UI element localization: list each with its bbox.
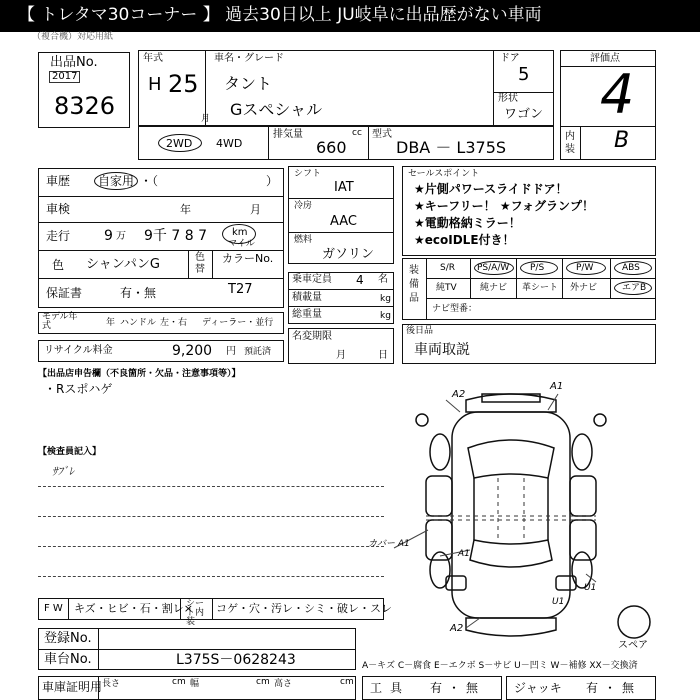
- postnote-label: 後日品: [406, 326, 434, 336]
- equip-abs: ABS: [622, 263, 640, 273]
- cert-length-unit: cm: [172, 677, 186, 687]
- mileage-unit-mile: マイル: [228, 239, 255, 249]
- jack-value: 有・無: [586, 681, 641, 695]
- recycle-label: リサイクル料金: [44, 345, 113, 356]
- equip-leather: 革シート: [522, 283, 559, 293]
- wheel-fr: [572, 434, 592, 470]
- sales-points-label: セールスポイント: [408, 169, 480, 179]
- chassis-value: L375S－0628243: [176, 652, 296, 668]
- cert-length: 長さ: [102, 679, 121, 689]
- tools-label: 工具: [370, 681, 411, 695]
- rear-bumper: [466, 618, 556, 636]
- equip-sr: S/R: [440, 263, 455, 273]
- damage-mark-a1-front: A1: [550, 381, 564, 392]
- year-label: 年式: [143, 53, 163, 64]
- cc-unit: cc: [352, 128, 362, 138]
- mileage-rest: 9千 7 8 7: [144, 228, 207, 244]
- handle-value: 左・右: [160, 318, 188, 328]
- cooler-label: 冷房: [294, 201, 313, 211]
- score-label: 評価点: [590, 53, 620, 64]
- front-bumper: [466, 394, 556, 412]
- spare-tire: [618, 606, 650, 638]
- inspection-year: 年: [180, 203, 191, 216]
- postnote-value: 車両取説: [414, 342, 470, 358]
- displacement-value: 660: [316, 138, 347, 157]
- model-year-label: モデル年式: [42, 312, 78, 331]
- cert-height-unit: cm: [340, 677, 354, 687]
- month-label: 月: [201, 114, 211, 124]
- side-right-front: [570, 476, 596, 516]
- mileage-label: 走行: [46, 229, 71, 243]
- load-unit: kg: [380, 294, 391, 304]
- fw-value: キズ・ヒビ・石・割レ×: [74, 602, 193, 615]
- interior-label: 内装: [565, 131, 575, 155]
- shape-value: ワゴン: [504, 107, 544, 122]
- spare-label: スペア: [618, 640, 648, 651]
- model-year-unit: 年: [106, 318, 116, 328]
- drive-2wd: 2WD: [166, 137, 193, 150]
- handle-label: ハンドル: [120, 318, 157, 328]
- cert-width-unit: cm: [256, 677, 270, 687]
- top-left-note: （複合機）対応用紙: [32, 32, 114, 42]
- name-label: 車名・グレード: [214, 53, 284, 64]
- sales-point-3: ★電動格納ミラー！: [414, 216, 521, 230]
- cooler-value: AAC: [330, 214, 357, 229]
- year-era: H: [148, 74, 162, 95]
- color-label: 色: [52, 258, 65, 272]
- seat-value: コゲ・穴・汚レ・シミ・破レ・スレ: [216, 602, 392, 615]
- damage-mark-a2-rear: A2: [450, 623, 464, 634]
- equip-pw: P/W: [576, 263, 594, 273]
- fw-label: F W: [44, 603, 63, 614]
- deadline-label: 名変期限: [292, 331, 332, 342]
- notes-label: 【出品店申告欄（不良箇所・欠品・注意事項等）】: [38, 369, 241, 379]
- year-value: 25: [168, 70, 199, 98]
- side-left-rear: [426, 520, 452, 560]
- car-windshield: [468, 440, 554, 478]
- wheel-fl: [430, 434, 450, 470]
- capacity-unit: 名: [378, 274, 388, 285]
- doors-label: ドア: [500, 53, 520, 64]
- weight-unit: kg: [380, 311, 391, 321]
- recycle-note: 預託済: [244, 347, 272, 357]
- history-private: 自家用: [98, 174, 135, 188]
- history-rest: ・（ ）: [140, 174, 279, 188]
- tools-value: 有・無: [430, 681, 485, 695]
- wheel-rl: [430, 552, 450, 588]
- sales-point-4: ★ecoIDLE付き！: [414, 233, 515, 247]
- equip-tv: 純TV: [436, 283, 457, 293]
- history-label: 車歴: [46, 174, 71, 188]
- damage-mark-a2-front: A2: [452, 389, 466, 400]
- weight-label: 総重量: [292, 309, 322, 320]
- car-grade: Gスペシャル: [230, 100, 323, 119]
- equip-ext-navi: 外ナビ: [570, 283, 598, 293]
- inspection-label: 車検: [46, 202, 71, 216]
- side-right-rear: [570, 520, 596, 560]
- damage-mark-cover-a1: カバー A1: [368, 539, 410, 549]
- fuel-value: ガソリン: [322, 247, 375, 262]
- chassis-label: 車台No.: [44, 652, 92, 667]
- warranty-label: 保証書: [46, 286, 83, 300]
- capacity-label: 乗車定員: [292, 274, 332, 285]
- shape-label: 形状: [498, 93, 518, 104]
- hood-strip: [482, 394, 540, 402]
- damage-mark-u1-rear: U1: [552, 597, 565, 607]
- seat-label: シート内装: [186, 599, 205, 627]
- equip-psaw: PS/A/W: [477, 263, 510, 273]
- equipment-label: 装備品: [409, 265, 419, 304]
- interior-grade: B: [614, 128, 630, 153]
- mirror-left: [416, 414, 428, 426]
- damage-mark-a1-side: A1: [458, 549, 470, 559]
- navi-model-label: ナビ型番：: [432, 304, 478, 314]
- lot-year-stamp: 2017: [49, 71, 80, 83]
- equip-airbag: エアB: [622, 283, 647, 293]
- color-value: シャンパンG: [86, 257, 160, 272]
- car-rear-window: [470, 540, 552, 567]
- banner-text: 【 トレタマ30コーナー 】 過去30日以上 JU岐阜に出品歴がない車両: [18, 5, 542, 25]
- color-change-label: 色替: [195, 252, 205, 275]
- warranty-value: 有・無: [120, 286, 157, 300]
- score-value: 4: [600, 63, 635, 126]
- car-name: タント: [224, 74, 273, 93]
- damage-legend: A－キズ C－腐食 E－エクボ S－サビ U－凹ミ W－補修 XX－交換済: [362, 661, 638, 671]
- sales-point-1: ★片側パワースライドドア！: [414, 182, 568, 196]
- mileage-man: 9: [104, 228, 113, 244]
- inspection-month: 月: [250, 203, 261, 216]
- displacement-label: 排気量: [273, 129, 303, 140]
- drive-4wd: 4WD: [216, 137, 243, 150]
- model-value: DBA － L375S: [396, 138, 507, 157]
- doors-value: 5: [518, 64, 530, 85]
- mileage-unit-km: km: [232, 227, 248, 238]
- cert-height: 高さ: [274, 679, 293, 689]
- mileage-man-unit: 万: [116, 231, 126, 242]
- model-label: 型式: [372, 129, 392, 140]
- cert-label: 車庫証明用: [42, 680, 103, 694]
- deadline-month: 月: [336, 350, 346, 361]
- inspector-label: 【検査員記入】: [38, 447, 102, 457]
- jack-label: ジャッキ: [514, 681, 562, 695]
- car-body: [452, 412, 570, 618]
- equip-ps: P/S: [530, 263, 545, 273]
- dealer-label: ディーラー・並行: [202, 318, 274, 328]
- lot-number: 8326: [54, 92, 116, 120]
- equip-navi: 純ナビ: [480, 283, 508, 293]
- recycle-unit: 円: [226, 346, 236, 357]
- capacity-value: 4: [356, 273, 364, 287]
- load-label: 積載量: [292, 292, 322, 303]
- inspector-value: ｻﾌﾞﾚ: [52, 465, 74, 478]
- damage-mark-u1-right: U1: [584, 583, 597, 593]
- lot-label: 出品No.: [50, 55, 98, 70]
- color-no: T27: [228, 282, 253, 297]
- mirror-right: [594, 414, 606, 426]
- cert-width: 幅: [190, 679, 200, 689]
- recycle-amount: 9,200: [172, 343, 213, 359]
- fuel-label: 燃料: [294, 235, 313, 245]
- shift-value: IAT: [334, 180, 354, 195]
- notes-value: ・Rスポハゲ: [44, 382, 113, 396]
- color-no-label: カラーNo.: [222, 252, 274, 265]
- reg-label: 登録No.: [44, 631, 92, 646]
- side-left-front: [426, 476, 452, 516]
- deadline-day: 日: [378, 350, 388, 361]
- shift-label: シフト: [294, 169, 322, 179]
- sales-point-2: ★キーフリー！ ★フォグランプ！: [414, 199, 595, 213]
